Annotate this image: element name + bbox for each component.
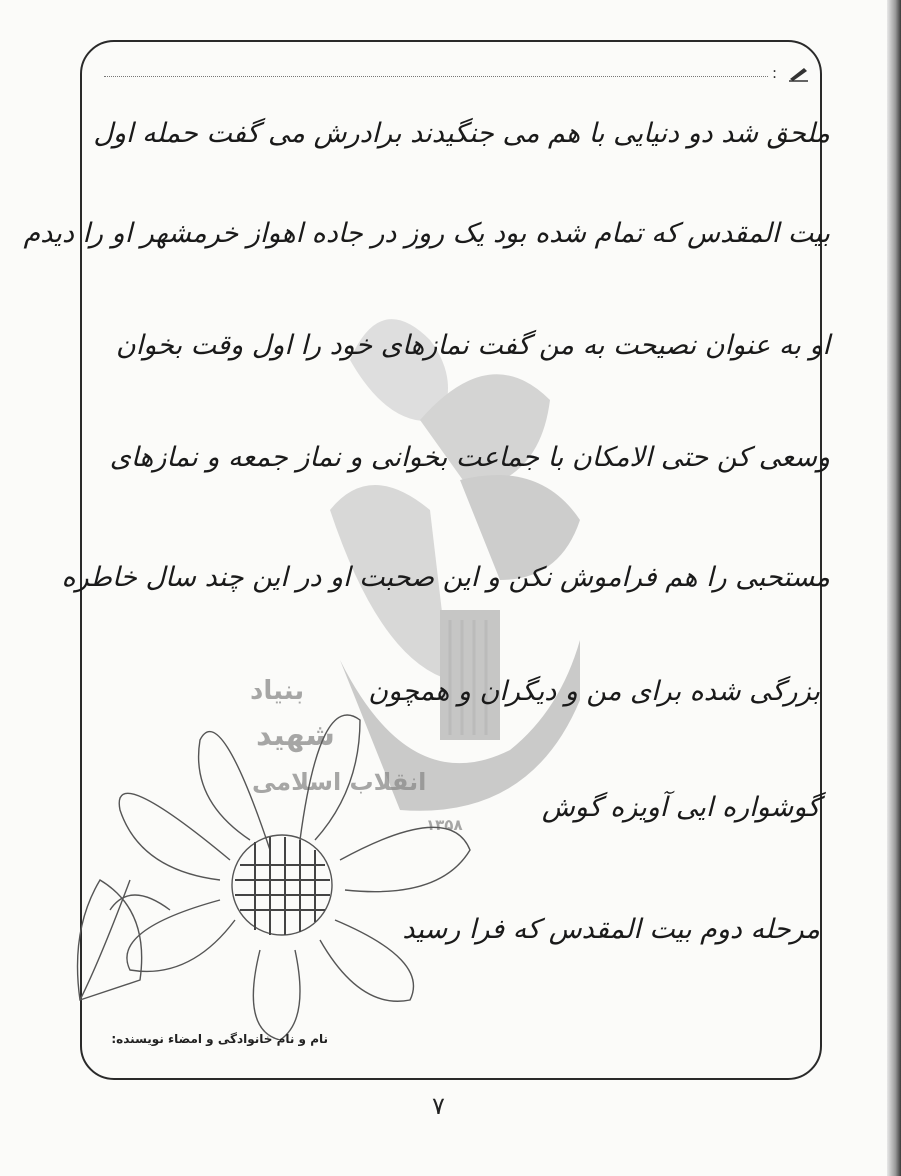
handwritten-line: گوشواره ایی آویزه گوش [541,792,820,823]
handwritten-line: او به عنوان نصیحت به من گفت نمازهای خود را اول وقت بخوان [115,330,830,361]
watermark-text-shahid: شهید [256,718,335,753]
handwritten-line: وسعی کن حتی الامکان با جماعت بخوانی و نماز جمعه و نمازهای [109,442,830,473]
watermark-text-enghelab: انقلاب اسلامی [252,768,427,796]
handwritten-line: مستحبی را هم فراموش نکن و این صحبت او در این چند سال خاطره [61,562,830,593]
header-colon: : [772,64,778,82]
header-dotted-line [104,76,768,77]
pen-writing-icon [788,66,810,82]
handwritten-line: بیت المقدس که تمام شده بود یک روز در جاده اهواز خرمشهر او را دیدم [23,218,830,249]
watermark-text-bonyad: بنیاد [250,676,305,706]
handwritten-line: ملحق شد دو دنیایی با هم می جنگیدند برادرش می گفت حمله اول [93,118,830,149]
scan-edge-shadow [887,0,901,1176]
handwritten-line: مرحله دوم بیت المقدس که فرا رسید [402,914,820,945]
handwritten-line: بزرگی شده برای من و دیگران و همچون [368,676,820,707]
page-number: ۷ [432,1092,445,1120]
author-signature-label: نام و نام خانوادگی و امضاء نویسنده: [111,1032,328,1046]
sunflower-drawing [70,680,490,1040]
watermark-year: ۱۳۵۸ [426,816,463,834]
